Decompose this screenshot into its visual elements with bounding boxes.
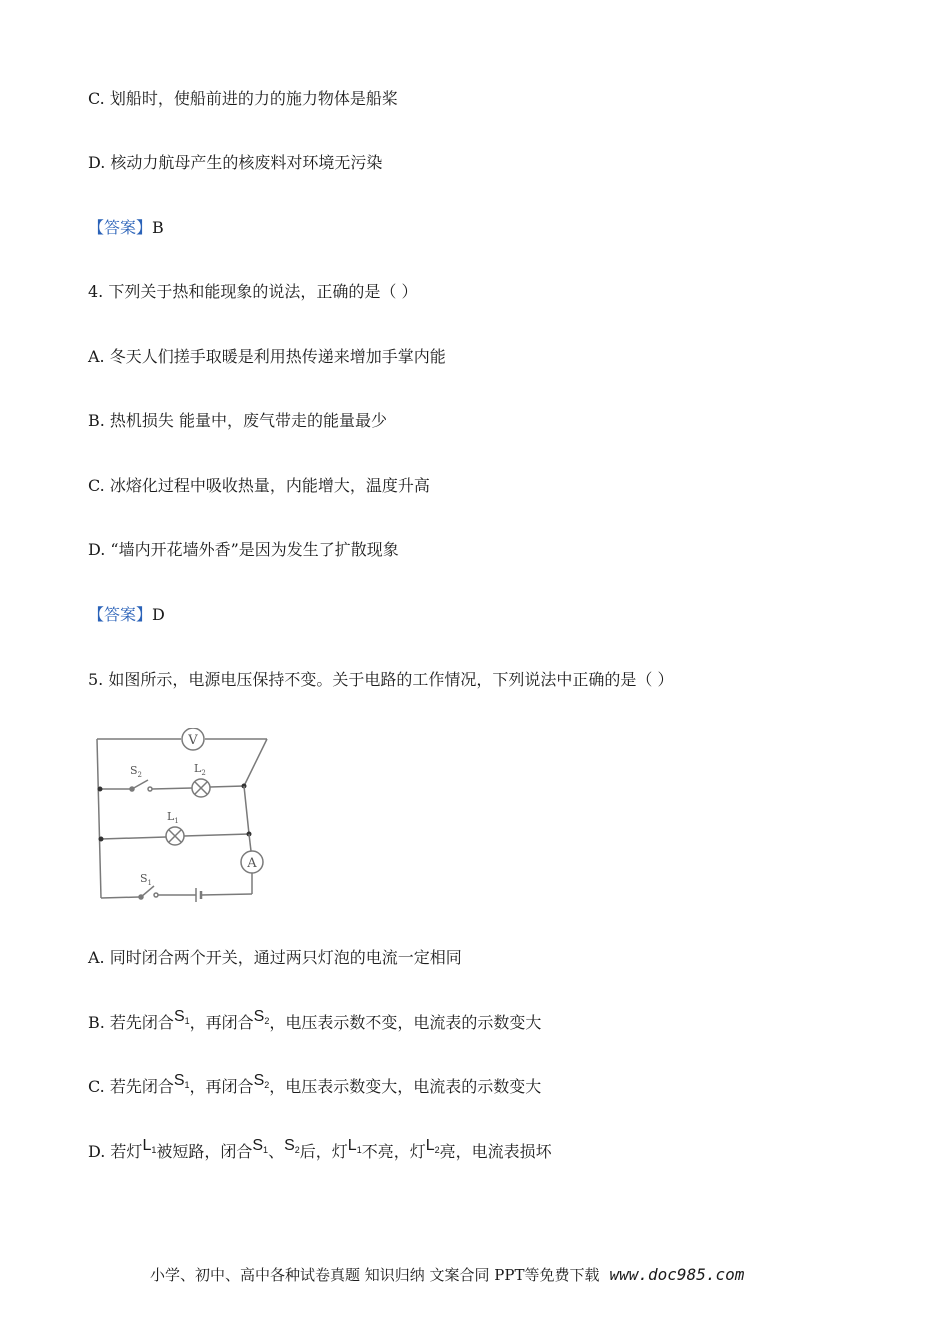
symbol-s1: $S_1$ xyxy=(173,1008,190,1026)
q4-stem: 4. 下列关于热和能现象的说法，正确的是（ ） xyxy=(88,282,418,301)
wire-bottom-a xyxy=(101,897,139,898)
q4-option-a: A. 冬天人们搓手取暖是利用热传递来增加手掌内能 xyxy=(88,347,446,366)
symbol-l1: $L_1$ xyxy=(347,1137,362,1155)
wire-branch1-c xyxy=(210,786,244,787)
q3-option-d: D. 核动力航母产生的核废料对环境无污染 xyxy=(88,153,383,172)
s1-label: $S_1$ xyxy=(140,872,153,887)
junction-dot xyxy=(98,787,103,792)
answer-value: B xyxy=(152,218,164,237)
answer-tag: 【答案】 xyxy=(88,218,153,237)
footer-link[interactable]: www.doc985.com xyxy=(609,1265,745,1284)
wire-right-middle xyxy=(244,786,249,834)
wire-branch1-b xyxy=(152,788,192,789)
symbol-s2: $S_2$ xyxy=(253,1072,270,1090)
q5-option-b: B. 若先闭合$S_1$，再闭合$S_2$，电压表示数不变，电流表的示数变大 xyxy=(88,1008,542,1032)
switch-s2-icon xyxy=(132,780,148,789)
q5-stem: 5. 如图所示，电源电压保持不变。关于电路的工作情况，下列说法中正确的是（ ） xyxy=(88,670,674,689)
switch-s2-contact xyxy=(148,787,152,791)
q5-option-c: C. 若先闭合$S_1$，再闭合$S_2$，电压表示数变大，电流表的示数变大 xyxy=(88,1072,542,1096)
switch-s1-contact xyxy=(154,893,158,897)
wire-right-lower-a xyxy=(249,834,251,851)
wire-right-upper xyxy=(244,739,267,786)
footer-text: 小学、初中、高中各种试卷真题 知识归纳 文案合同 PPT等免费下载 xyxy=(150,1266,600,1284)
junction-dot xyxy=(99,837,104,842)
circuit-diagram xyxy=(92,728,272,903)
q5-option-d: D. 若灯$L_1$被短路，闭合$S_1$、$S_2$后，灯$L_1$不亮，灯$L_2$亮，电流表损坏 xyxy=(88,1137,552,1161)
q3-option-c: C. 划船时，使船前进的力的施力物体是船桨 xyxy=(88,89,398,108)
q4-option-d: D. “墙内开花墙外香”是因为发生了扩散现象 xyxy=(88,540,399,559)
symbol-l1: $L_1$ xyxy=(142,1137,157,1155)
page-footer xyxy=(150,1264,744,1286)
wire-left xyxy=(97,739,101,898)
answer-value: D xyxy=(152,605,165,624)
q4-answer xyxy=(88,604,165,626)
s2-label: $S_2$ xyxy=(130,764,143,779)
q5-option-a: A. 同时闭合两个开关，通过两只灯泡的电流一定相同 xyxy=(88,948,462,967)
ammeter-label: A xyxy=(247,856,257,871)
q4-option-b: B. 热机损失 能量中，废气带走的能量最少 xyxy=(88,411,388,430)
answer-tag: 【答案】 xyxy=(88,605,153,624)
q3-answer xyxy=(88,217,164,239)
l2-label: $L_2$ xyxy=(194,762,206,777)
switch-s1-icon xyxy=(141,886,154,897)
q4-option-c: C. 冰熔化过程中吸收热量，内能增大，温度升高 xyxy=(88,476,430,495)
wire-branch2-b xyxy=(184,834,249,836)
wire-branch2-a xyxy=(101,837,166,839)
voltmeter-label: V xyxy=(188,733,198,748)
l1-label: $L_1$ xyxy=(167,810,179,825)
wire-bottom-c xyxy=(201,894,252,895)
symbol-s1: $S_1$ xyxy=(173,1072,190,1090)
symbol-s2: $S_2$ xyxy=(253,1008,270,1026)
symbol-s2: $S_2$ xyxy=(284,1137,300,1155)
symbol-s1: $S_1$ xyxy=(252,1137,269,1155)
symbol-l2: $L_2$ xyxy=(425,1137,440,1155)
